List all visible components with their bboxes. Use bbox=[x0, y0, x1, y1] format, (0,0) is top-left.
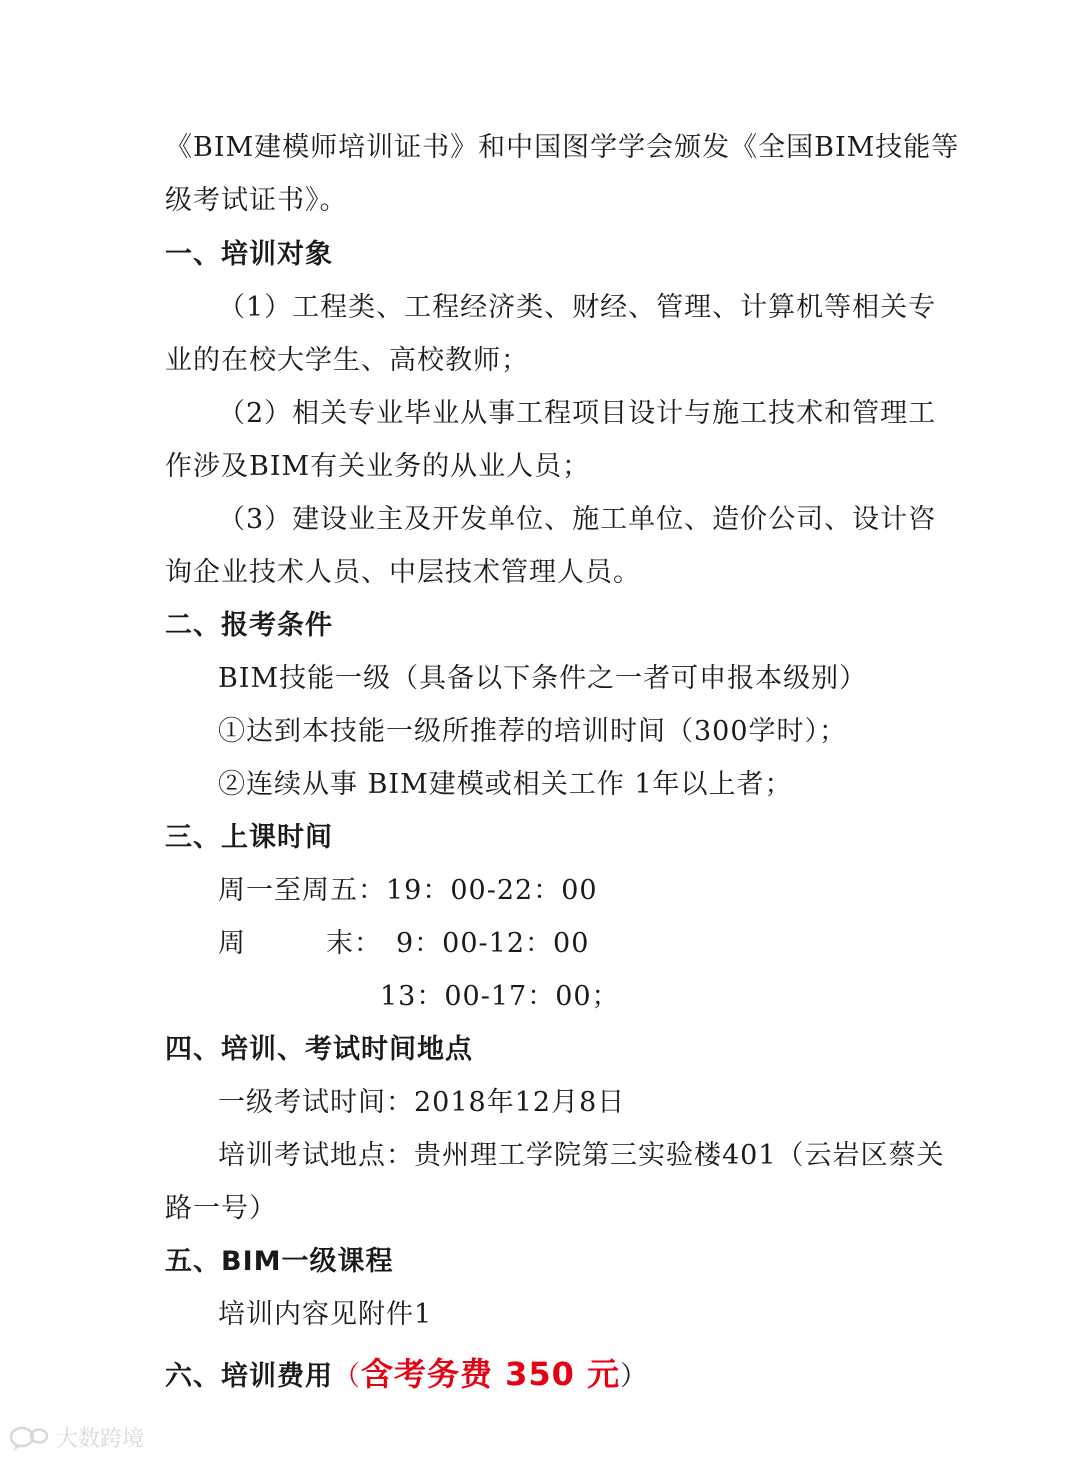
section1-heading: 一、培训对象 bbox=[165, 239, 333, 270]
fee-highlight: 含考务费 350 元 bbox=[361, 1355, 621, 1393]
section5-content: 培训内容见附件1 bbox=[218, 1299, 433, 1330]
section2-condition-2: ②连续从事 BIM建模或相关工作 1年以上者； bbox=[218, 769, 793, 800]
section3-heading: 三、上课时间 bbox=[165, 822, 333, 853]
section6-paren-open: （ bbox=[333, 1361, 361, 1392]
section1-item3-line1: （3）建设业主及开发单位、施工单位、造价公司、设计咨 bbox=[218, 504, 937, 535]
section4-location-line1: 培训考试地点：贵州理工学院第三实验楼401（云岩区蔡关 bbox=[218, 1140, 945, 1171]
section3-weekend-label-2: 末： bbox=[326, 928, 382, 959]
watermark-text: 大数跨境 bbox=[56, 1427, 145, 1452]
watermark bbox=[8, 1422, 144, 1453]
section4-location-line2: 路一号） bbox=[165, 1193, 277, 1224]
section5-heading: 五、BIM一级课程 bbox=[165, 1246, 394, 1277]
section3-weekend-label-1: 周 bbox=[218, 928, 246, 959]
intro-line-1: 《BIM建模师培训证书》和中国图学学会颁发《全国BIM技能等 bbox=[165, 132, 960, 163]
section4-heading: 四、培训、考试时间地点 bbox=[165, 1034, 473, 1065]
section4-exam-time: 一级考试时间：2018年12月8日 bbox=[218, 1087, 626, 1118]
section3-weekend-time: 9：00-12：00 bbox=[396, 928, 590, 959]
section3-afternoon: 13：00-17：00； bbox=[380, 981, 620, 1012]
section1-item3-line2: 询企业技术人员、中层技术管理人员。 bbox=[165, 557, 641, 588]
section6-heading: 六、培训费用 bbox=[165, 1361, 333, 1392]
section2-level: BIM技能一级（具备以下条件之一者可申报本级别） bbox=[218, 663, 868, 694]
chat-bubble-logo-icon bbox=[8, 1423, 52, 1453]
section1-item1-line2: 业的在校大学生、高校教师； bbox=[165, 345, 529, 376]
section2-condition-1: ①达到本技能一级所推荐的培训时间（300学时）； bbox=[218, 716, 848, 747]
section6-heading-row bbox=[165, 1356, 929, 1395]
section1-item2-line2: 作涉及BIM有关业务的从业人员； bbox=[165, 451, 591, 482]
section1-item2-line1: （2）相关专业毕业从事工程项目设计与施工技术和管理工 bbox=[218, 398, 937, 429]
section2-heading: 二、报考条件 bbox=[165, 610, 333, 641]
section1-item1-line1: （1）工程类、工程经济类、财经、管理、计算机等相关专 bbox=[218, 292, 937, 323]
intro-line-2: 级考试证书》。 bbox=[165, 185, 348, 216]
section3-weekday: 周一至周五：19：00-22：00 bbox=[218, 875, 598, 906]
section6-paren-close: ） bbox=[620, 1361, 649, 1392]
